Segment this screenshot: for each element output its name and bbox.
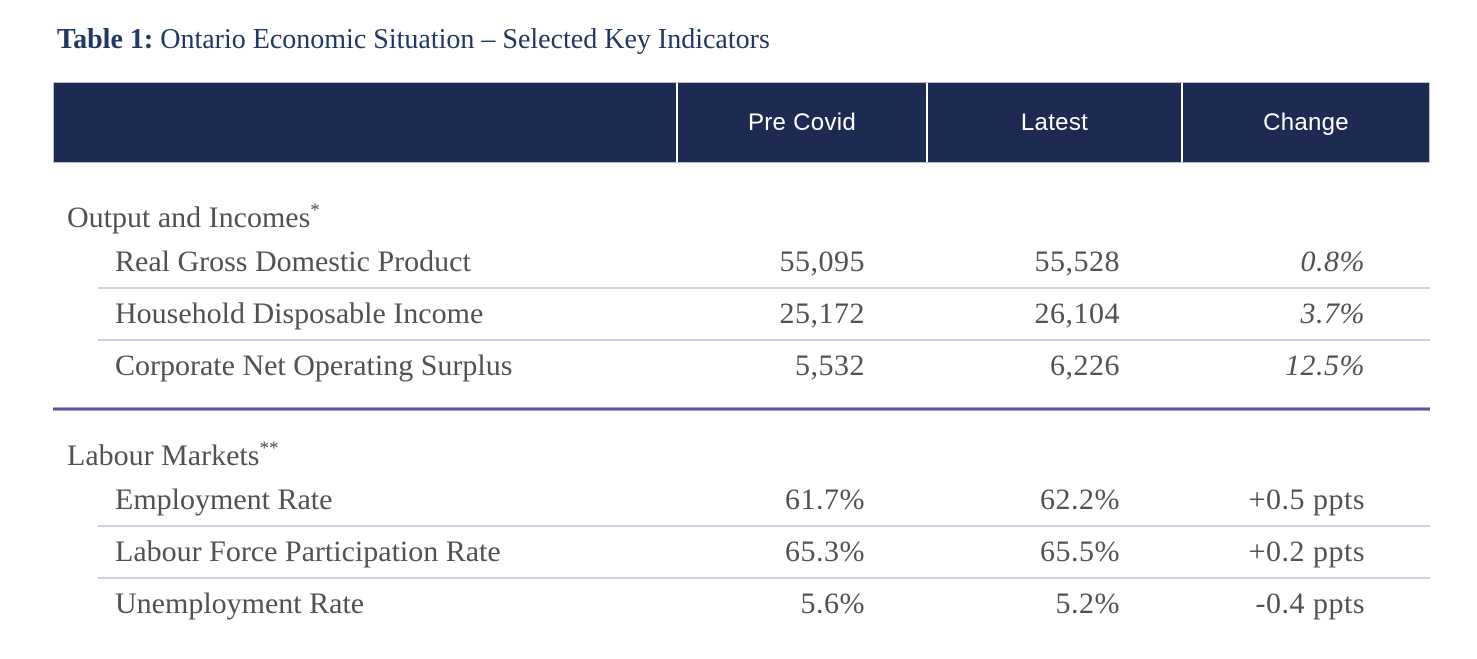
row-label: Unemployment Rate [115,587,365,620]
cell-pre-covid: 5.6% [800,587,865,620]
cell-change: 12.5% [1285,349,1365,382]
cell-latest: 6,226 [1050,349,1120,382]
cell-latest: 26,104 [1034,297,1120,330]
table-title [57,24,1477,56]
row-label: Household Disposable Income [115,297,484,330]
cell-pre-covid: 61.7% [785,483,865,516]
indicators-table [53,82,1430,629]
section-heading-labour-markets [53,437,1430,475]
cell-pre-covid: 65.3% [785,535,865,568]
cell-latest: 5.2% [1055,587,1120,620]
section-heading-output-and-incomes [53,199,1430,237]
cell-change: 3.7% [1300,297,1365,330]
cell-latest: 65.5% [1040,535,1120,568]
section-heading-label: Labour Markets [67,439,260,472]
row-label: Employment Rate [115,483,333,516]
row-label: Labour Force Participation Rate [115,535,501,568]
table-row [53,289,1430,339]
header-corner-cell [54,83,676,162]
section-footnote-marker: ** [259,438,279,459]
section-heading-label: Output and Incomes [67,201,311,234]
cell-change: 0.8% [1300,245,1365,278]
table-header-row [53,82,1430,163]
table-title-number: Table 1: [57,24,154,55]
cell-pre-covid: 55,095 [779,245,865,278]
table-row [53,341,1430,391]
cell-latest: 62.2% [1040,483,1120,516]
column-header-pre-covid: Pre Covid [676,83,926,162]
table-row [53,475,1430,525]
table-row [53,579,1430,629]
cell-latest: 55,528 [1034,245,1120,278]
section-divider [53,407,1430,411]
row-label: Corporate Net Operating Surplus [115,349,513,382]
cell-change: +0.2 ppts [1248,535,1365,568]
cell-pre-covid: 25,172 [779,297,865,330]
cell-change: -0.4 ppts [1255,587,1365,620]
column-header-latest: Latest [926,83,1181,162]
table-row [53,237,1430,287]
cell-change: +0.5 ppts [1248,483,1365,516]
column-header-change: Change [1181,83,1429,162]
row-label: Real Gross Domestic Product [115,245,471,278]
cell-pre-covid: 5,532 [795,349,865,382]
section-footnote-marker: * [310,200,320,221]
table-title-text: Ontario Economic Situation – Selected Key Indicators [160,24,770,55]
table-row [53,527,1430,577]
